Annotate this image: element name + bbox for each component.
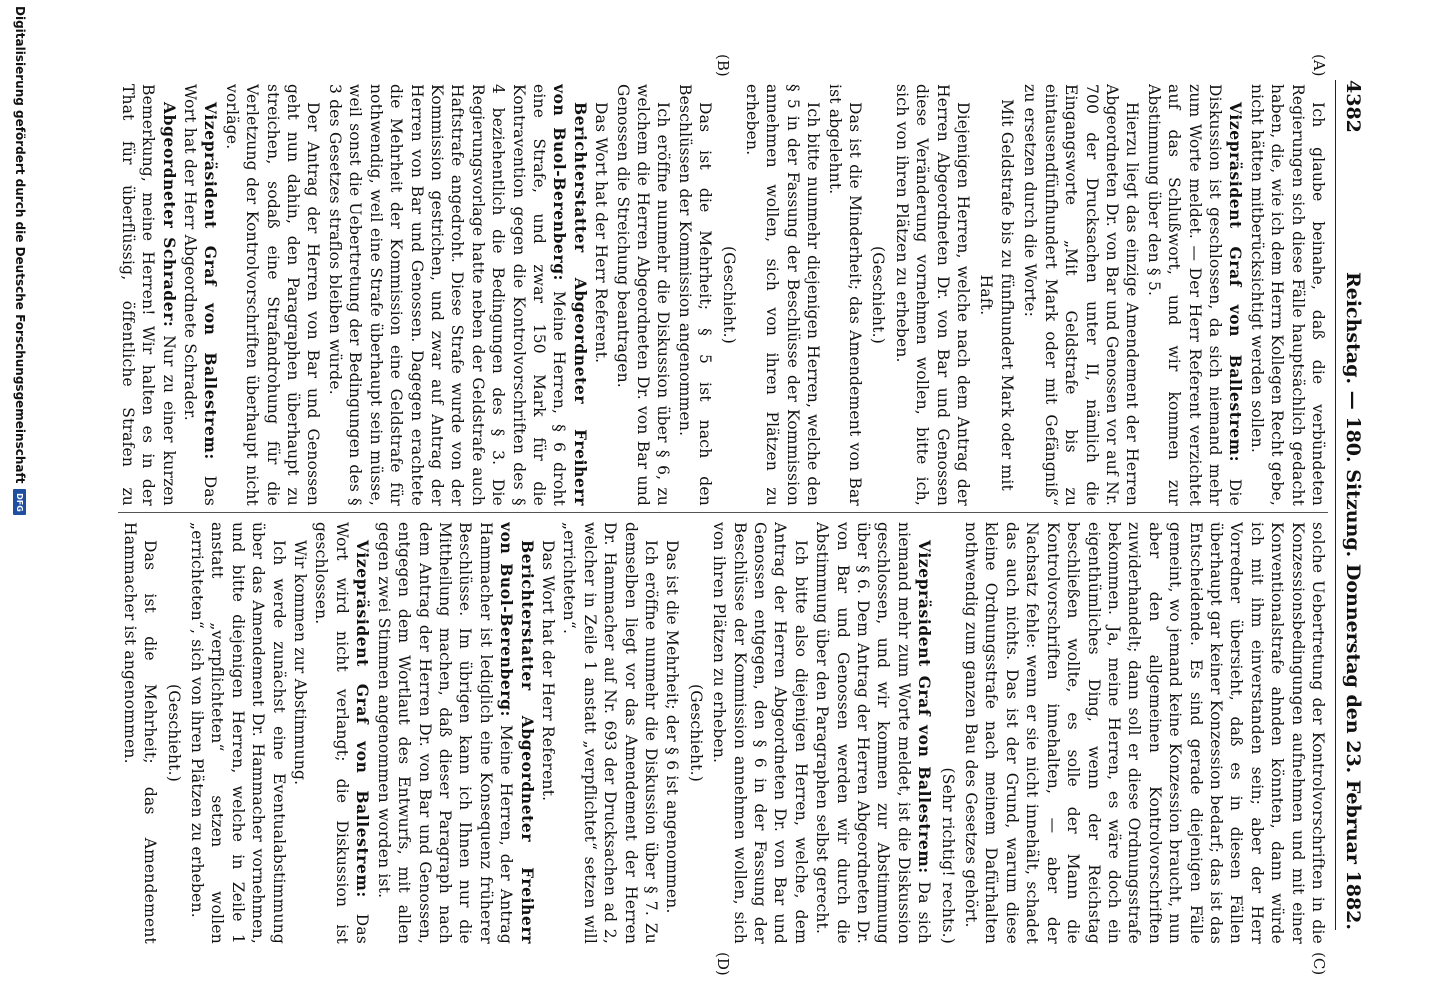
speech-text: Das Wort hat der Herr Abgeordnete Schrader.: [181, 84, 219, 506]
paragraph: Das Wort hat der Herr Referent.: [538, 522, 558, 944]
paragraph: Ich eröffne nunmehr die Diskussion über § 6, zu welchem die Herren Abgeordneten Dr. von Bar und Genossen die Streichung beantragen.: [612, 84, 673, 506]
stage-direction: (Geschieht.): [868, 84, 888, 506]
paragraph: Hierzu liegt das einzige Amendement der Herren Abgeordneten Dr. von Bar und Genossen vor auf Nr. 700 der Drucksachen unter II, nämlich die Eingangsworte „Mit Geldstrafe bis zu eintausendfünfhundert Mark oder mit Gefängniß“ zu ersetzen durch die Worte:: [1020, 84, 1142, 506]
speech-text: Das Wort wird nicht verlangt; die Diskussion ist geschlossen.: [313, 522, 372, 944]
paragraph: Das ist die Mehrheit; der § 6 ist angenommen.: [662, 522, 682, 944]
paragraph: Ich eröffne nunmehr die Diskussion über § 7. Zu demselben liegt vor das Amendement der Herren Dr. Hammacher auf Nr. 693 der Drucksachen ad 2, welcher in Zeile 1 anstatt „verpflichtet“ setzen will „errichteten“.: [559, 522, 661, 944]
paragraph: Das ist die Mehrheit; das Amendement Hammacher ist angenommen.: [119, 522, 160, 944]
stage-direction: (Geschieht.): [163, 522, 183, 944]
paragraph: Der Antrag der Herren von Bar und Genossen geht nun dahin, den Paragraphen überhaupt zu streichen, sodaß eine Strafandrohung für die Verletzung der Kontrolvorschriften überhaupt nicht vorläge.: [221, 84, 323, 506]
paragraph: Ich werde zunächst eine Eventualabstimmung über das Amendement Dr. Hammacher vornehmen, und bitte diejenigen Herren, welche in Zeile 1 anstatt „verpflichteten“ setzen wollen „errichteten“, sich von ihren Plätzen zu erheben.: [187, 522, 289, 944]
margin-mark-b: (B): [714, 54, 732, 77]
speaker-name: Berichterstatter Abgeordneter Freiherr von Buol-Berenberg:: [550, 84, 589, 506]
speech-paragraph: [1143, 84, 1245, 506]
speech-paragraph: [373, 522, 536, 944]
stage-direction: (Sehr richtig! rechts.): [937, 522, 957, 944]
paragraph: Das ist die Mehrheit; § 5 ist nach den Beschlüssen der Kommission angenommen.: [674, 84, 715, 506]
speech-paragraph: [325, 84, 590, 506]
speech-paragraph: [311, 522, 372, 944]
credit-text: Digitalisierung gefördert durch die Deutsche Forschungsgemeinschaft: [13, 6, 27, 483]
paragraph: Ich bitte nunmehr diejenigen Herren, welche den § 5 in der Fassung der Beschlüsse der Kommission annehmen wollen, sich von ihren Plätzen zu erheben.: [742, 84, 824, 506]
page-header: [1335, 80, 1364, 930]
paragraph: Das Wort hat der Herr Referent.: [591, 84, 611, 506]
speaker-name: Vizepräsident Graf von Ballestrem:: [915, 540, 934, 874]
paragraph: Ich glaube beinahe, daß die verbündeten Regierungen sich diese Fälle hauptsächlich gedacht haben, die, wie ich dem Herrn Kollegen Recht gebe, nicht hätten mitberücksichtigt werden sollen.: [1246, 84, 1328, 506]
paragraph: Wir kommen zur Abstimmung.: [290, 522, 310, 944]
digitization-credit: [8, 0, 32, 1006]
speaker-name: Vizepräsident Graf von Ballestrem:: [1226, 102, 1245, 462]
margin-mark-d: (D): [714, 952, 732, 976]
speech-text: Da sich niemand mehr zum Worte meldet, ist die Diskussion geschlossen, und wir kommen zur Abstimmung über § 6. Dem Antrag der Herren Abgeordneten Dr. von Bar und Genossen werden wir durch die Abstimmung über den Paragraphen selbst gerecht.: [813, 522, 933, 944]
speech-text: Meine Herren, § 6 droht eine Strafe, und zwar 150 Mark für die Kontravention gegen die Kontrolvorschriften des § 4 beziehentlich die Bedingungen des § 3. Die Regierungsvorlage hatte neben der Geldstrafe auch Haftstrafe angedroht. Diese Strafe wurde von der Kommission gestrichen, und zwar auf Antrag der Herren von Bar und Genossen. Dagegen erachtete die Mehrheit der Kommission eine Geldstrafe für nothwendig, weil eine Strafe überhaupt sein müsse, weil sonst die Uebertretung der Bedingungen des § 3 des Gesetzes straflos bleiben würde.: [326, 84, 568, 506]
speaker-name: Vizepräsident Graf von Ballestrem:: [353, 540, 372, 898]
speech-text: Meine Herren, der Antrag Hammacher ist lediglich eine Konsequenz früherer Beschlüsse. Im übrigen kann ich Ihnen nur die Mittheilung machen, daß dieser Paragraph nach dem Antrag der Herren Dr. von Bar und Genossen, entgegen dem Wortlaut des Entwurfs, mit allen gegen zwei Stimmen angenommen worden ist.: [375, 522, 515, 944]
paragraph: Ich bitte also diejenigen Herren, welche, dem Antrag der Herren Abgeordneten Dr. von Bar und Genossen entgegen, den § 6 in der Fassung der Beschlüsse der Kommission annehmen wollen, sich von ihren Plätzen zu erheben.: [709, 522, 811, 944]
column-divider: [118, 512, 1328, 513]
speech-paragraph: [812, 522, 934, 944]
speech-paragraph: [118, 84, 179, 506]
page-title: Reichstag. — 180. Sitzung. Donnerstag den 23. Februar 1882.: [1342, 272, 1364, 930]
speaker-name: Berichterstatter Abgeordneter Freiherr von Buol-Berenberg:: [497, 522, 536, 944]
stage-direction: Mit Geldstrafe bis zu fünfhundert Mark oder mit Haft.: [976, 84, 1017, 506]
paragraph: solche Uebertretung der Kontrolvorschriften in die Konzessionsbedingungen aufnehmen und mit einer Konventionalstrafe ahnden könnten, dann würde ich mit ihm einverstanden sein; aber der Herr Vorredner übersieht, daß es in diesen Fällen überhaupt gar keiner Konzession bedarf; das ist das Entscheidende. Es sind gerade diejenigen Fälle gemeint, wo jemand keine Konzession braucht, nun aber den allgemeinen Kontrolvorschriften zuwiderhandelt; dann soll er diese Ordnungsstrafe bekommen. Ja, meine Herren, es wäre doch ein eigenthümliches Ding, wenn der Reichstag beschließen wollte, es solle der Mann die Kontrolvorschriften innehalten, — aber der Nachsatz fehle: wenn er sie nicht innehält, schadet das auch nichts. Das ist der Grund, warum diese kleine Ordnungsstrafe nach meinem Dafürhalten nothwendig zum ganzen Bau des Gesetzes gehört.: [961, 522, 1328, 944]
margin-mark-c: (C): [1310, 952, 1328, 975]
page-number: 4382: [1342, 80, 1364, 133]
paragraph: Diejenigen Herren, welche nach dem Antrag der Herren Abgeordneten Dr. von Bar und Genossen diese Veränderung vornehmen wollen, bitte ich, sich von ihren Plätzen zu erheben.: [891, 84, 973, 506]
left-text-column: [118, 84, 1328, 506]
right-text-column: [118, 522, 1328, 944]
stage-direction: (Geschieht.): [718, 84, 738, 506]
speech-text: Nur zu einer kurzen Bemerkung, meine Herren! Wir halten es in der That für überflüssig, öffentliche Strafen zu: [118, 84, 178, 506]
speaker-name: Vizepräsident Graf von Ballestrem:: [201, 102, 220, 460]
paragraph: Das ist die Minderheit; das Amendement von Bar ist abgelehnt.: [824, 84, 865, 506]
stage-direction: (Geschieht.): [685, 522, 705, 944]
dfg-logo: DFG: [14, 489, 27, 515]
margin-mark-a: (A): [1310, 54, 1328, 77]
speech-text: Die Diskussion ist geschlossen, da sich niemand mehr zum Worte meldet. — Der Herr Referent verzichtet auf das Schlußwort, und wir kommen zur Abstimmung über den § 5.: [1145, 84, 1245, 506]
speaker-name: Abgeordneter Schrader:: [160, 102, 179, 327]
speech-paragraph: [180, 84, 221, 506]
